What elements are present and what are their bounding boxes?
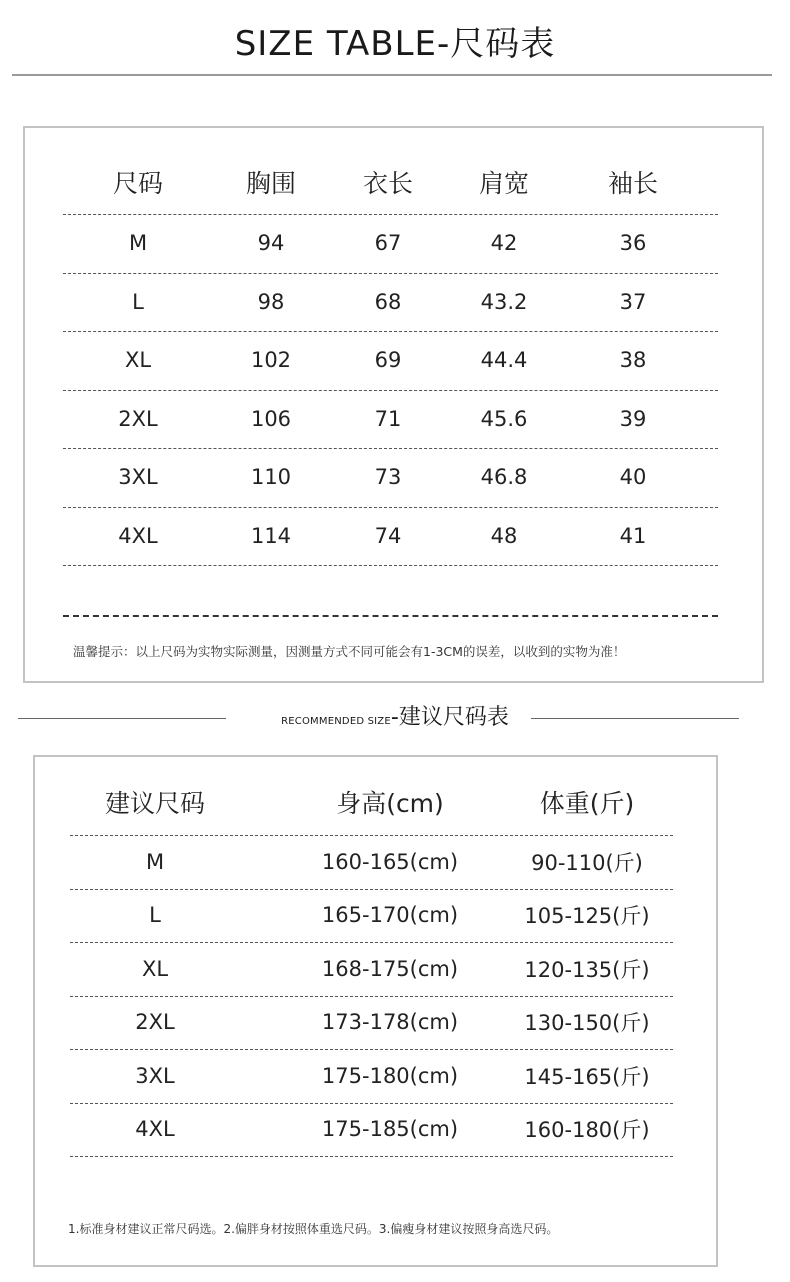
recommended-cell: 160-180(斤)	[524, 1118, 650, 1143]
recommended-cell: 3XL	[135, 1063, 175, 1088]
recommended-header-cell: 身高(cm)	[336, 789, 444, 818]
size-cell: 4XL	[118, 523, 158, 548]
size-table-note: 温馨提示：以上尺码为实物实际测量，因测量方式不同可能会有1-3CM的误差，以收到的实物为准！	[73, 644, 626, 659]
size-cell: 44.4	[480, 348, 528, 373]
recommended-row	[70, 1103, 673, 1157]
size-cell: 2XL	[118, 406, 158, 431]
size-cell: 37	[619, 289, 647, 314]
size-cell: M	[128, 231, 148, 256]
recommended-note: 1.标准身材建议正常尺码选。2.偏胖身材按照体重选尺码。3.偏瘦身材建议按照身高选尺码。	[68, 1222, 559, 1236]
size-header-cell: 胸围	[245, 169, 296, 198]
recommended-header-cell: 体重(斤)	[539, 789, 635, 818]
size-cell: 3XL	[118, 465, 158, 490]
size-header-cell: 衣长	[362, 169, 413, 198]
recommended-cell: 175-185(cm)	[321, 1117, 459, 1142]
size-cell: 68	[374, 289, 402, 314]
recommended-cell: 105-125(斤)	[524, 904, 650, 929]
size-row	[63, 273, 718, 332]
recommended-row	[70, 942, 673, 996]
recommended-cell: M	[145, 849, 165, 874]
size-cell: 45.6	[480, 406, 528, 431]
recommended-cell: 130-150(斤)	[524, 1011, 650, 1036]
recommended-cell: 145-165(斤)	[524, 1064, 650, 1089]
size-cell: 40	[619, 465, 647, 490]
size-row-divider	[63, 615, 718, 617]
size-cell: 114	[250, 523, 292, 548]
recommended-title-en: RECOMMENDED SIZE	[281, 716, 391, 727]
recommended-cell: 165-170(cm)	[321, 903, 459, 928]
recommended-header-row	[70, 769, 673, 835]
size-cell: 74	[374, 523, 402, 548]
recommended-cell: L	[149, 903, 161, 928]
section-rule-right	[531, 718, 739, 719]
recommended-title	[250, 700, 540, 731]
recommended-row	[70, 889, 673, 943]
recommended-title-cn: -建议尺码表	[390, 705, 509, 730]
section-rule-left	[18, 718, 226, 719]
recommended-row	[70, 996, 673, 1050]
size-header-row	[63, 150, 718, 214]
size-cell: 110	[250, 465, 292, 490]
size-cell: 43.2	[480, 289, 528, 314]
size-row	[63, 331, 718, 390]
recommended-row-divider	[70, 1156, 673, 1157]
recommended-cell: 173-178(cm)	[321, 1010, 459, 1035]
recommended-row	[70, 1049, 673, 1103]
size-header-cell: 肩宽	[478, 169, 529, 198]
size-row	[63, 390, 718, 449]
size-cell: 39	[619, 406, 647, 431]
size-cell: 73	[374, 465, 402, 490]
size-cell: 41	[619, 523, 647, 548]
recommended-section-header	[0, 700, 790, 734]
size-cell: 106	[250, 406, 292, 431]
size-cell: 67	[374, 231, 402, 256]
recommended-cell: 168-175(cm)	[321, 956, 459, 981]
recommended-cell: 160-165(cm)	[321, 849, 459, 874]
recommended-row	[70, 835, 673, 889]
size-cell: 38	[619, 348, 647, 373]
size-cell: XL	[124, 348, 152, 373]
recommended-cell: 120-135(斤)	[524, 957, 650, 982]
page-title: SIZE TABLE-尺码表	[234, 24, 556, 64]
size-cell: 94	[257, 231, 285, 256]
recommended-cell: XL	[141, 956, 169, 981]
size-cell: 46.8	[480, 465, 528, 490]
size-cell: 48	[490, 523, 518, 548]
size-row	[63, 214, 718, 273]
title-divider	[12, 74, 772, 76]
recommended-size-panel	[33, 755, 718, 1267]
size-cell: 102	[250, 348, 292, 373]
recommended-header-cell: 建议尺码	[104, 789, 205, 818]
size-cell: 69	[374, 348, 402, 373]
size-row	[63, 448, 718, 507]
recommended-size-table	[70, 769, 673, 1169]
recommended-cell: 90-110(斤)	[531, 850, 643, 875]
size-cell: 36	[619, 231, 647, 256]
size-table	[63, 150, 718, 620]
size-table-panel	[23, 126, 764, 683]
size-cell: L	[132, 289, 144, 314]
recommended-cell: 175-180(cm)	[321, 1063, 459, 1088]
size-cell: 42	[490, 231, 518, 256]
size-header-cell: 袖长	[607, 169, 658, 198]
recommended-cell: 2XL	[135, 1010, 175, 1035]
size-cell: 71	[374, 406, 402, 431]
recommended-cell: 4XL	[135, 1117, 175, 1142]
size-row-divider	[63, 565, 718, 566]
size-cell: 98	[257, 289, 285, 314]
size-row	[63, 507, 718, 566]
size-header-cell: 尺码	[112, 169, 163, 198]
